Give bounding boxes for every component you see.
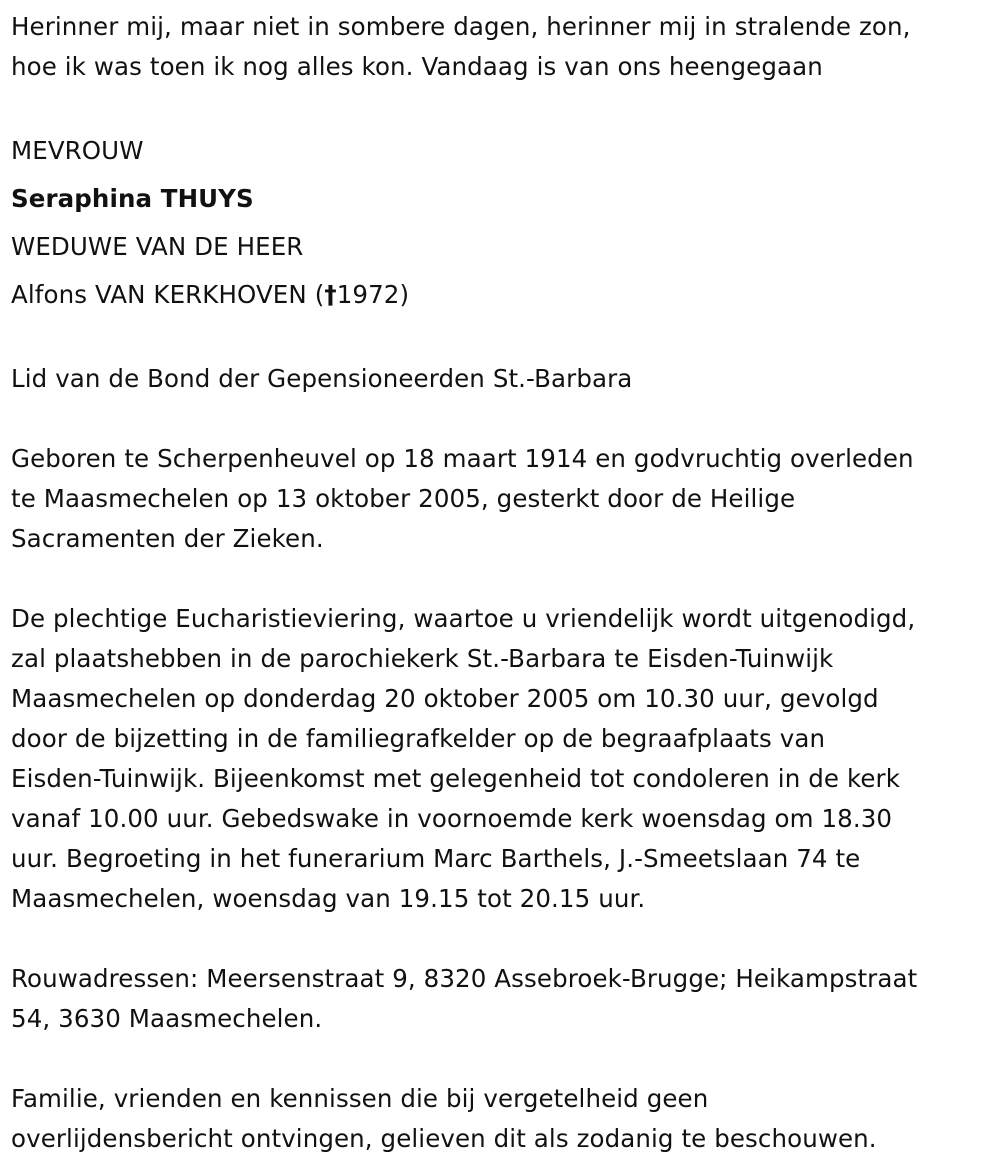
intro-line-2: hoe ik was toen ik nog alles kon. Vandaag is van ons heengegaan — [11, 52, 823, 81]
deceased-name: Seraphina THUYS — [11, 184, 254, 213]
deceased-block — [11, 127, 995, 319]
closing-paragraph — [11, 1079, 995, 1159]
spacer — [11, 1039, 995, 1079]
intro-line-1: Herinner mij, maar niet in sombere dagen, herinner mij in stralende zon, — [11, 12, 911, 41]
spacer — [11, 919, 995, 959]
spouse-line — [11, 271, 995, 319]
salutation: MEVROUW — [11, 136, 144, 165]
spacer — [11, 319, 995, 359]
birth-death-line-1: Geboren te Scherpenheuvel op 18 maart 1914 en godvruchtig overleden — [11, 444, 914, 473]
spacer — [11, 87, 995, 127]
addresses-line-1: Rouwadressen: Meersenstraat 9, 8320 Assebroek-Brugge; Heikampstraat — [11, 964, 918, 993]
ceremony-line-2: zal plaatshebben in de parochiekerk St.-Barbara te Eisden-Tuinwijk — [11, 644, 834, 673]
ceremony-line-1: De plechtige Eucharistieviering, waartoe u vriendelijk wordt uitgenodigd, — [11, 604, 916, 633]
spacer — [11, 399, 995, 439]
ceremony-line-6: vanaf 10.00 uur. Gebedswake in voornoemde kerk woensdag om 18.30 — [11, 804, 893, 833]
widow-of-label: WEDUWE VAN DE HEER — [11, 232, 304, 261]
ceremony-paragraph — [11, 599, 995, 919]
obituary-notice — [11, 7, 995, 1159]
ceremony-line-7: uur. Begroeting in het funerarium Marc Barthels, J.-Smeetslaan 74 te — [11, 844, 861, 873]
spacer — [11, 559, 995, 599]
spouse-name: Alfons VAN KERKHOVEN ( — [11, 280, 325, 309]
closing-line-1: Familie, vrienden en kennissen die bij vergetelheid geen — [11, 1084, 709, 1113]
addresses-line-2: 54, 3630 Maasmechelen. — [11, 1004, 323, 1033]
membership: Lid van de Bond der Gepensioneerden St.-Barbara — [11, 364, 633, 393]
ceremony-line-3: Maasmechelen op donderdag 20 oktober 2005 om 10.30 uur, gevolgd — [11, 684, 879, 713]
spouse-death-year: 1972) — [336, 280, 410, 309]
intro-verse — [11, 7, 995, 87]
birth-death-paragraph — [11, 439, 995, 559]
closing-line-2: overlijdensbericht ontvingen, gelieven dit als zodanig te beschouwen. — [11, 1124, 877, 1153]
ceremony-line-4: door de bijzetting in de familiegrafkelder op de begraafplaats van — [11, 724, 826, 753]
birth-death-line-2: te Maasmechelen op 13 oktober 2005, gesterkt door de Heilige — [11, 484, 796, 513]
birth-death-line-3: Sacramenten der Zieken. — [11, 524, 324, 553]
ceremony-line-5: Eisden-Tuinwijk. Bijeenkomst met gelegenheid tot condoleren in de kerk — [11, 764, 900, 793]
cross-icon: † — [324, 280, 337, 309]
addresses-paragraph — [11, 959, 995, 1039]
ceremony-line-8: Maasmechelen, woensdag van 19.15 tot 20.15 uur. — [11, 884, 646, 913]
